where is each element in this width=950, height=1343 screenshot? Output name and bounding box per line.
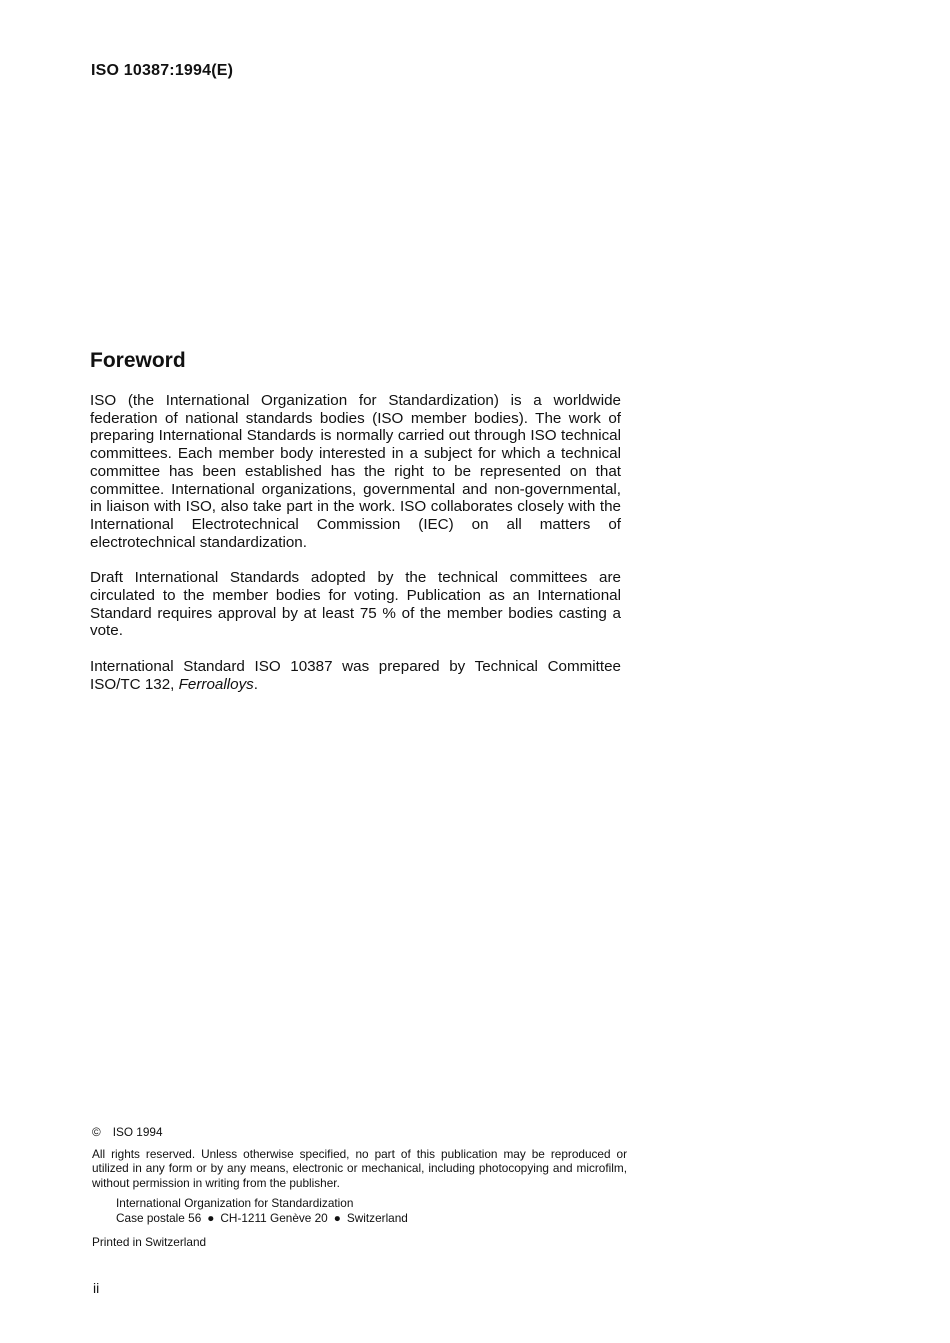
copyright-notice [92, 1125, 627, 1249]
rights-statement: All rights reserved. Unless otherwise specified, no part of this publication may be reproduced or utilized in any form or by any means, electronic or mechanical, including photocopying and microfilm, without permission in writing from the publisher. [92, 1146, 627, 1190]
address-city: CH-1211 Genève 20 [220, 1210, 328, 1225]
committee-title: Ferroalloys [178, 675, 254, 693]
address-country: Switzerland [346, 1210, 408, 1225]
printed-in: Printed in Switzerland [92, 1234, 207, 1249]
bullet-icon: ● [207, 1210, 215, 1225]
publisher-address [116, 1196, 627, 1225]
foreword-body [90, 392, 621, 712]
publisher-name: International Organization for Standardization [116, 1196, 354, 1211]
publisher-postal-address [116, 1211, 627, 1226]
address-postbox: Case postale 56 [116, 1210, 202, 1225]
document-identifier: ISO 10387:1994(E) [91, 62, 234, 79]
foreword-paragraph-1: ISO (the International Organization for Standardization) is a worldwide federation of national standards bodies (ISO member bodies). The work of preparing International Standards is normally carried out through ISO technical committees. Each member body interested in a subject for which a technical committee has been established has the right to be represented on that committee. International organizations, governmental and non-governmental, in liaison with ISO, also take part in the work. ISO collaborates closely with the International Electrotechnical Commission (IEC) on all matters of electrotechnical standardization. [90, 392, 621, 551]
foreword-heading: Foreword [90, 349, 186, 372]
bullet-icon: ● [333, 1210, 341, 1225]
page-number: ii [93, 1280, 100, 1296]
copyright-owner-year: ISO 1994 [112, 1125, 163, 1139]
copyright-icon: © [92, 1125, 101, 1139]
copyright-line [92, 1125, 627, 1140]
foreword-paragraph-2: Draft International Standards adopted by the technical committees are circulated to the member bodies for voting. Publication as an International Standard requires approval by at least 75 % of the member bodies casting a vote. [90, 569, 621, 640]
foreword-paragraph-3 [90, 658, 621, 693]
committee-statement-end: . [253, 675, 258, 693]
committee-statement: International Standard ISO 10387 was prepared by Technical Committee ISO/TC 132, [90, 658, 621, 693]
